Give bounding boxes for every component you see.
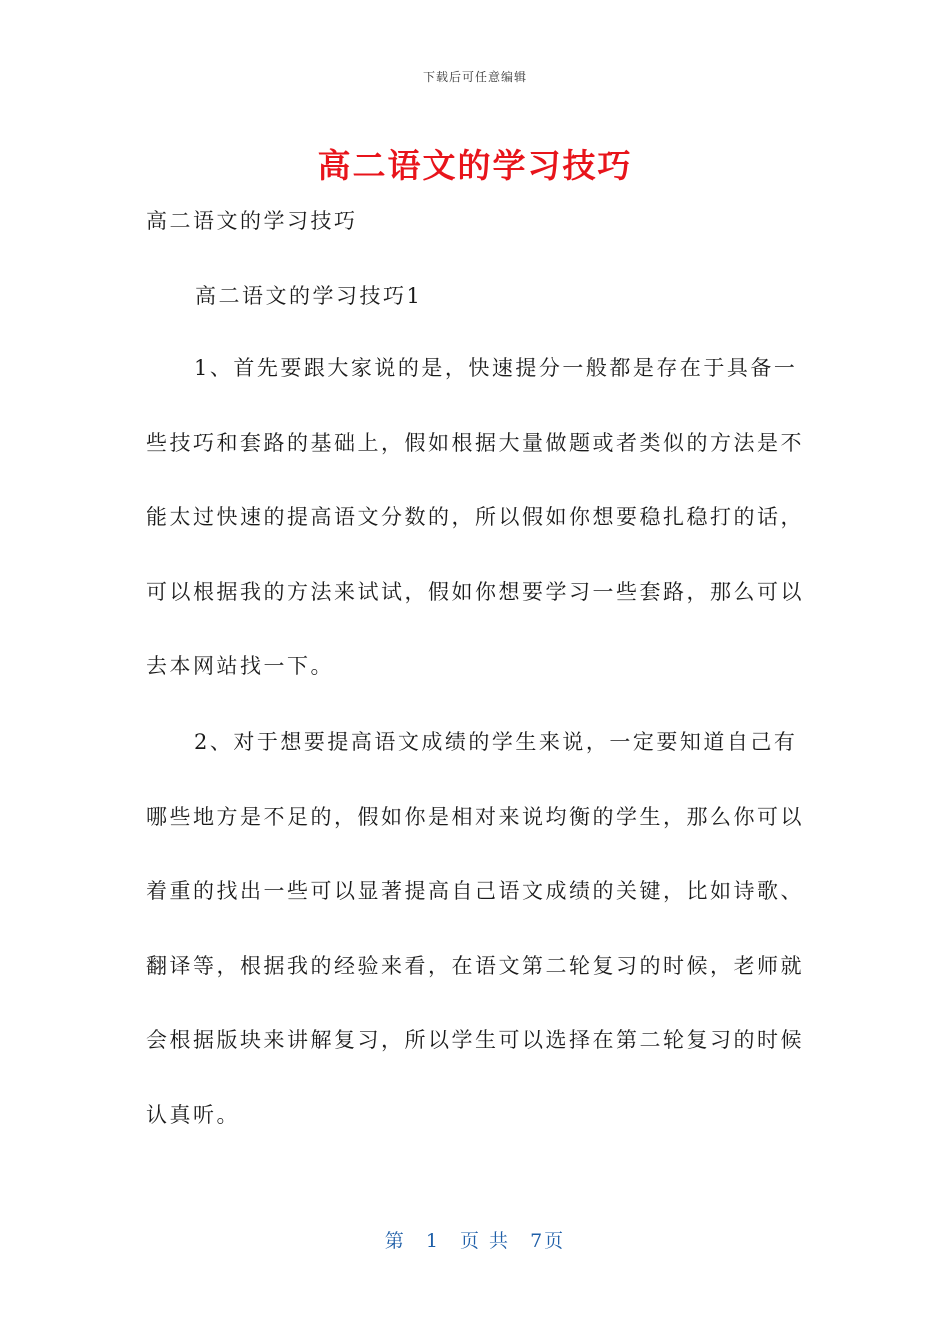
paragraph-1: 1、首先要跟大家说的是，快速提分一般都是存在于具备一些技巧和套路的基础上，假如根据大量做题或者类似的方法是不能太过快速的提高语文分数的，所以假如你想要稳扎稳打的话，可以根据我的方法来试试，假如你想要学习一些套路，那么可以去本网站找一下。 <box>146 356 804 678</box>
document-subtitle: 高二语文的学习技巧 <box>146 209 358 233</box>
page-footer <box>0 1226 950 1253</box>
document-title: 高二语文的学习技巧 <box>317 146 633 185</box>
section-heading: 高二语文的学习技巧1 <box>195 284 423 308</box>
header-note: 下载后可任意编辑 <box>422 70 527 84</box>
footer-page-total: 7页 <box>530 1230 566 1252</box>
paragraph-2: 2、对于想要提高语文成绩的学生来说，一定要知道自己有哪些地方是不足的，假如你是相对来说均衡的学生，那么你可以着重的找出一些可以显著提高自己语文成绩的关键，比如诗歌、翻译等，根据我的经验来看，在语文第二轮复习的时候，老师就会根据版块来讲解复习，所以学生可以选择在第二轮复习的时候认真听。 <box>146 730 804 1127</box>
footer-page-mid: 页 共 <box>460 1230 511 1252</box>
footer-page-prefix: 第 <box>384 1230 406 1252</box>
footer-page-number: 1 <box>425 1230 440 1252</box>
